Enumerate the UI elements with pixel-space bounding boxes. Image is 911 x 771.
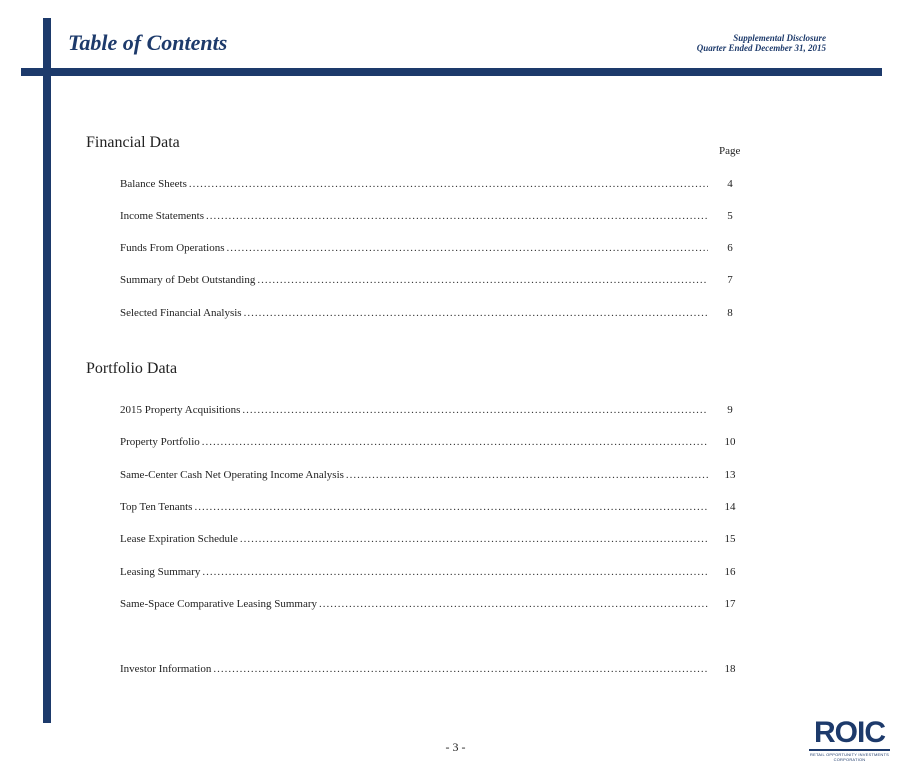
toc-entry-page: 14 xyxy=(724,501,736,513)
toc-entry-investor-information[interactable] xyxy=(120,663,736,679)
toc-entry-top-ten-tenants[interactable] xyxy=(120,501,736,517)
dot-leader xyxy=(319,598,708,610)
toc-entry-page: 6 xyxy=(727,242,733,254)
dot-leader xyxy=(189,178,708,190)
toc-entry-page: 8 xyxy=(727,307,733,319)
roic-logo xyxy=(809,718,890,762)
logo-tagline: RETAIL OPPORTUNITY INVESTMENTS CORPORATION xyxy=(810,752,889,762)
toc-entry-page: 16 xyxy=(724,566,736,578)
supplemental-line-2: Quarter Ended December 31, 2015 xyxy=(696,43,826,53)
toc-entry-funds-from-operations[interactable] xyxy=(120,242,733,258)
dot-leader xyxy=(240,533,708,545)
toc-entry-summary-of-debt[interactable] xyxy=(120,274,733,290)
toc-entry-balance-sheets[interactable] xyxy=(120,178,733,194)
portfolio-data-heading: Portfolio Data xyxy=(86,360,178,377)
dot-leader xyxy=(206,210,708,222)
toc-entry-label: Lease Expiration Schedule xyxy=(120,533,238,545)
page-column-heading: Page xyxy=(719,145,741,157)
toc-entry-property-acquisitions[interactable] xyxy=(120,404,733,420)
dot-leader xyxy=(244,307,708,319)
logo-mark: ROIC xyxy=(814,716,885,749)
toc-entry-label: Selected Financial Analysis xyxy=(120,307,242,319)
toc-entry-label: Funds From Operations xyxy=(120,242,225,254)
vertical-accent-bar xyxy=(43,18,51,723)
toc-entry-page: 7 xyxy=(727,274,733,286)
toc-entry-lease-expiration[interactable] xyxy=(120,533,736,549)
dot-leader xyxy=(227,242,709,254)
dot-leader xyxy=(257,274,708,286)
toc-entry-property-portfolio[interactable] xyxy=(120,436,736,452)
toc-entry-selected-financial-analysis[interactable] xyxy=(120,307,733,323)
toc-entry-label: Top Ten Tenants xyxy=(120,501,193,513)
toc-entry-page: 13 xyxy=(724,469,736,481)
toc-entry-label: Same-Space Comparative Leasing Summary xyxy=(120,598,318,610)
toc-entry-same-space-leasing[interactable] xyxy=(120,598,736,614)
toc-entry-label: Same-Center Cash Net Operating Income Analysis xyxy=(120,469,344,481)
dot-leader xyxy=(213,663,708,675)
dot-leader xyxy=(202,566,708,578)
toc-entry-same-center-noi[interactable] xyxy=(120,469,736,485)
toc-entry-page: 18 xyxy=(724,663,736,675)
toc-entry-label: 2015 Property Acquisitions xyxy=(120,404,241,416)
financial-data-heading: Financial Data xyxy=(86,134,180,151)
dot-leader xyxy=(346,469,708,481)
toc-entry-page: 9 xyxy=(727,404,733,416)
toc-entry-label: Leasing Summary xyxy=(120,566,201,578)
dot-leader xyxy=(242,404,708,416)
dot-leader xyxy=(202,436,708,448)
toc-entry-label: Balance Sheets xyxy=(120,178,187,190)
toc-entry-page: 4 xyxy=(727,178,733,190)
toc-entry-label: Property Portfolio xyxy=(120,436,200,448)
supplemental-line-1: Supplemental Disclosure xyxy=(733,33,826,43)
supplemental-disclosure xyxy=(697,33,826,53)
toc-entry-page: 5 xyxy=(727,210,733,222)
page-title: Table of Contents xyxy=(68,30,228,55)
toc-entry-page: 15 xyxy=(724,533,736,545)
dot-leader xyxy=(194,501,708,513)
toc-entry-income-statements[interactable] xyxy=(120,210,733,226)
toc-entry-label: Summary of Debt Outstanding xyxy=(120,274,256,286)
footer-page-number: - 3 - xyxy=(445,740,466,754)
toc-entry-label: Investor Information xyxy=(120,663,212,675)
toc-entry-page: 17 xyxy=(724,598,736,610)
horizontal-accent-bar xyxy=(21,68,882,76)
toc-entry-leasing-summary[interactable] xyxy=(120,566,736,582)
toc-entry-label: Income Statements xyxy=(120,210,205,222)
toc-entry-page: 10 xyxy=(724,436,736,448)
logo-rule xyxy=(809,749,890,751)
